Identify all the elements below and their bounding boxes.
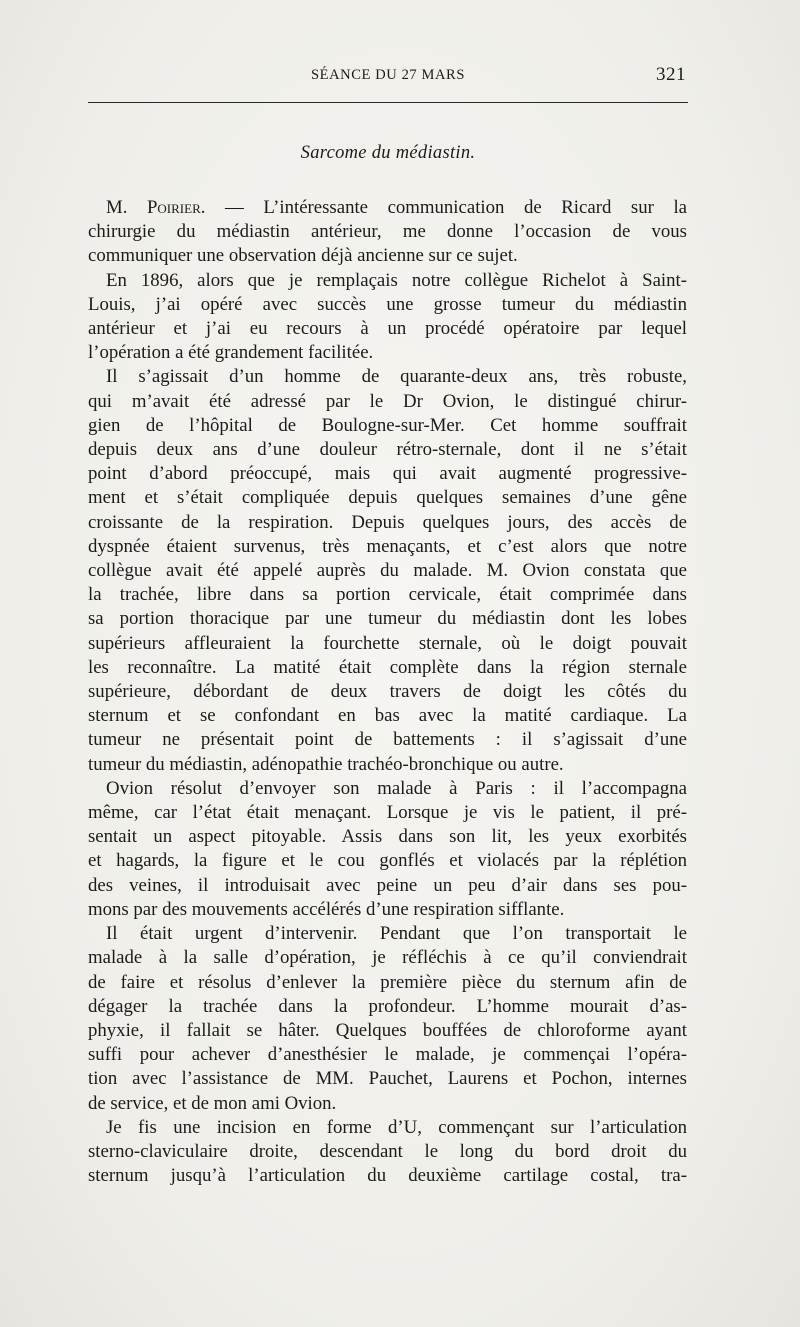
text-line: tion avec l’assistance de MM. Pauchet, Laurens et Pochon, internes — [88, 1068, 687, 1090]
text-line: collègue avait été appelé auprès du malade. M. Ovion constata que — [88, 560, 687, 582]
speaker-name: M. Poirier. — [106, 197, 206, 218]
text-line: chirurgie du médiastin antérieur, me donne l’occasion de vous — [88, 221, 687, 243]
text-line: Ovion résolut d’envoyer son malade à Paris : il l’accompagna — [106, 777, 687, 799]
text-line: sterno-claviculaire droite, descendant le long du bord droit du — [88, 1140, 687, 1162]
text-line: l’opération a été grandement facilitée. — [88, 342, 374, 364]
text-line: phyxie, il fallait se hâter. Quelques bouffées de chloroforme ayant — [88, 1019, 687, 1041]
text-line: depuis deux ans d’une douleur rétro-sternale, dont il ne s’était — [88, 439, 687, 461]
text-line: ment et s’était compliquée depuis quelques semaines d’une gêne — [88, 487, 687, 509]
text-line: En 1896, alors que je remplaçais notre collègue Richelot à Saint- — [106, 269, 687, 291]
section-title: Sarcome du médiastin. — [300, 143, 476, 163]
text-line: sternum jusqu’à l’articulation du deuxième cartilage costal, tra- — [88, 1165, 687, 1187]
text-line: les reconnaître. La matité était complète dans la région sternale — [88, 656, 687, 678]
paragraph — [88, 196, 687, 269]
text-line: tumeur du médiastin, adénopathie trachéo-bronchique ou autre. — [88, 753, 564, 775]
text-line: la trachée, libre dans sa portion cervicale, était comprimée dans — [88, 584, 687, 606]
running-head: SÉANCE DU 27 MARS — [310, 67, 465, 83]
text-line: sentait un aspect pitoyable. Assis dans son lit, les yeux exorbités — [88, 826, 687, 848]
text-line: mons par des mouvements accélérés d’une respiration sifflante. — [88, 898, 565, 920]
text-line: de service, et de mon ami Ovion. — [88, 1092, 337, 1114]
text-line: suffi pour achever d’anesthésier le malade, je commençai l’opéra- — [88, 1044, 687, 1066]
paragraph — [88, 269, 687, 366]
paragraph — [88, 922, 687, 1116]
text-line — [88, 196, 687, 220]
page-number: 321 — [656, 64, 686, 85]
text-line: sternum et se confondant en bas avec la matité cardiaque. La — [88, 705, 687, 727]
text-line: gien de l’hôpital de Boulogne-sur-Mer. Cet homme souffrait — [88, 414, 687, 436]
paragraph — [88, 1116, 687, 1189]
article-body — [88, 196, 687, 1188]
page-header — [88, 62, 688, 90]
text-line: Il s’agissait d’un homme de quarante-deux ans, très robuste, — [106, 366, 687, 388]
text-line: antérieur et j’ai eu recours à un procédé opératoire par lequel — [88, 318, 687, 340]
paragraph — [88, 365, 687, 776]
text-line: qui m’avait été adressé par le Dr Ovion, le distingué chirur- — [88, 390, 687, 412]
text-line: dégager la trachée dans la profondeur. L’homme mourait d’as- — [88, 995, 687, 1017]
text-line: dyspnée étaient survenus, très menaçants, et c’est alors que notre — [88, 535, 687, 557]
text-line: tumeur ne présentait point de battements : il s’agissait d’une — [88, 729, 687, 751]
text-line: Je fis une incision en forme d’U, commençant sur l’articulation — [106, 1116, 687, 1138]
text-line: de faire et résolus d’enlever la première pièce du sternum afin de — [88, 971, 687, 993]
text-line: Il était urgent d’intervenir. Pendant que l’on transportait le — [106, 923, 687, 945]
text-line: et hagards, la figure et le cou gonflés et violacés par la réplétion — [88, 850, 687, 872]
text-line: sa portion thoracique par une tumeur du médiastin dont les lobes — [88, 608, 687, 630]
header-rule — [88, 102, 688, 103]
text-run: — L’intéressante communication de Ricard sur la — [205, 197, 687, 218]
paragraph — [88, 777, 687, 922]
text-line: communiquer une observation déjà ancienne sur ce sujet. — [88, 245, 518, 267]
text-line: des veines, il introduisait avec peine un peu d’air dans ses pou- — [88, 874, 687, 896]
text-line: point d’abord préoccupé, mais qui avait augmenté progressive- — [88, 463, 687, 485]
text-line: supérieurs affleuraient la fourchette sternale, où le doigt pouvait — [88, 632, 687, 654]
text-line: même, car l’état était menaçant. Lorsque je vis le patient, il pré- — [88, 802, 687, 824]
text-line: malade à la salle d’opération, je réfléchis à ce qu’il conviendrait — [88, 947, 687, 969]
text-line: croissante de la respiration. Depuis quelques jours, des accès de — [88, 511, 687, 533]
text-line: supérieure, débordant de deux travers de doigt les côtés du — [88, 681, 687, 703]
text-line: Louis, j’ai opéré avec succès une grosse tumeur du médiastin — [88, 293, 687, 315]
